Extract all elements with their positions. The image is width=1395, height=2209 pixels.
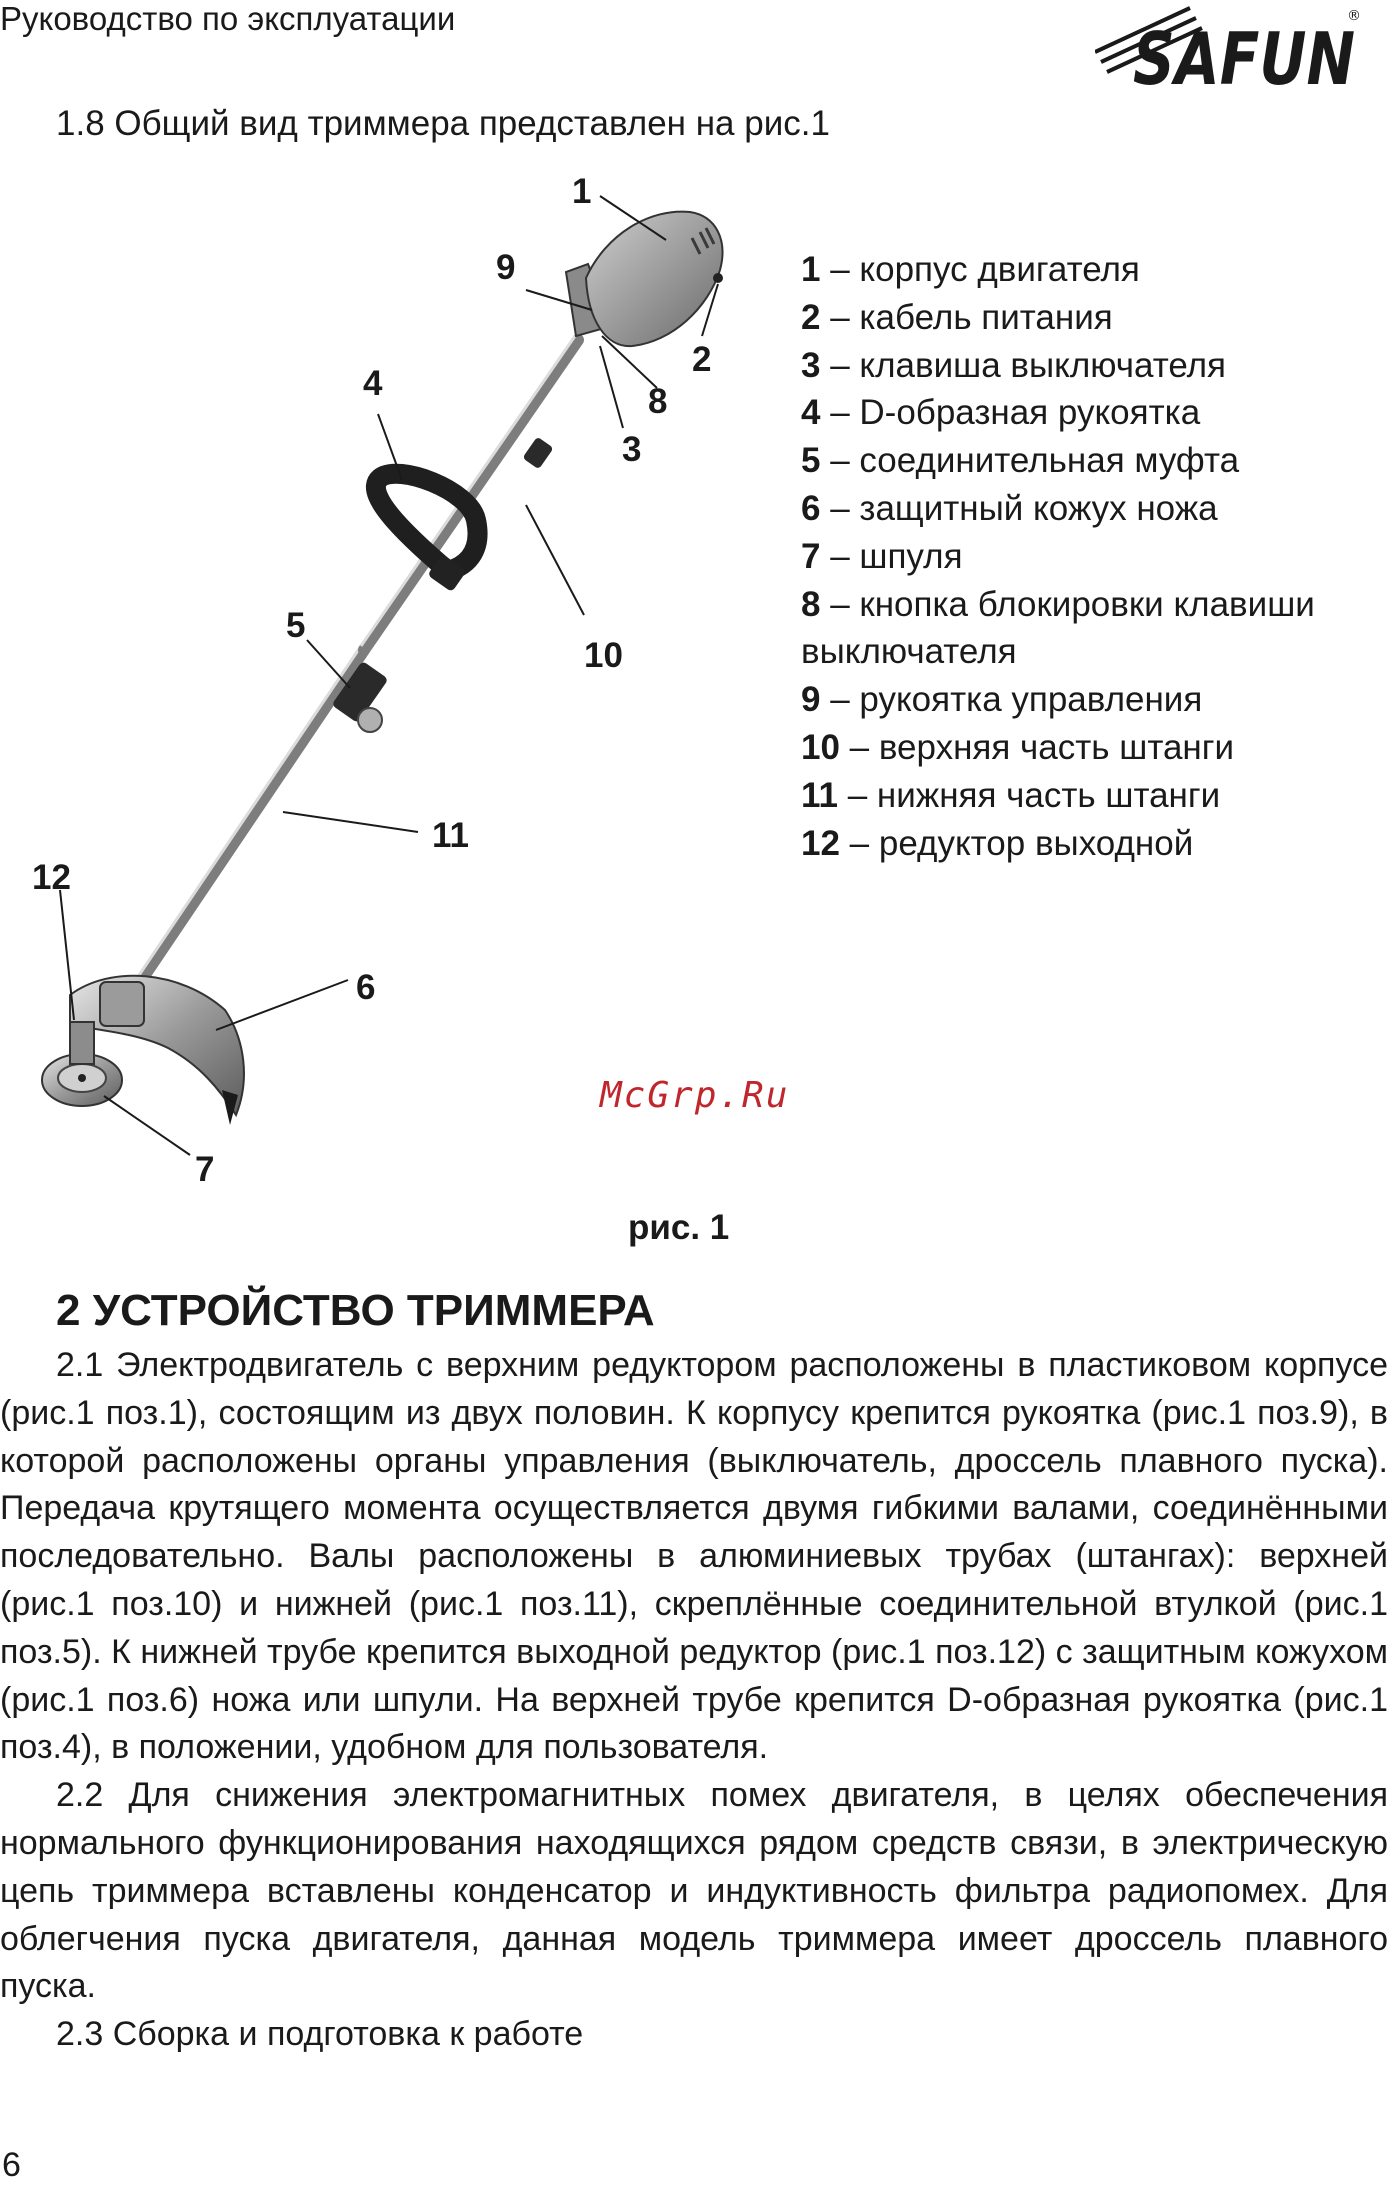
logo-wordmark: SAFUN xyxy=(1133,17,1355,92)
legend-text: – шпуля xyxy=(830,536,963,576)
legend-number: 12 xyxy=(801,823,840,863)
legend-item xyxy=(801,342,1381,390)
legend-text: – кнопка блокировки клавиши xyxy=(830,584,1315,624)
section-heading: 2 УСТРОЙСТВО ТРИММЕРА xyxy=(56,1286,655,1335)
spool-center xyxy=(78,1074,86,1082)
callout-4: 4 xyxy=(363,364,383,403)
legend-text: – D-образная рукоятка xyxy=(830,393,1201,433)
legend-item xyxy=(801,246,1381,294)
legend-text: – верхняя часть штанги xyxy=(849,727,1235,767)
spool-shaft xyxy=(70,1022,94,1064)
callout-12: 12 xyxy=(32,858,71,897)
lower-shaft xyxy=(128,650,364,1000)
gear-head xyxy=(100,982,144,1026)
legend-number: 8 xyxy=(801,584,821,624)
legend-item xyxy=(801,724,1381,772)
legend-number: 6 xyxy=(801,488,821,528)
callout-3: 3 xyxy=(622,430,642,469)
legend-text: – соединительная муфта xyxy=(830,441,1240,481)
legend-item xyxy=(801,294,1381,342)
callout-9: 9 xyxy=(496,248,516,287)
legend-number: 4 xyxy=(801,393,821,433)
coupling-knob xyxy=(358,708,382,732)
legend-item xyxy=(801,676,1381,724)
legend-item xyxy=(801,389,1381,437)
legend-item xyxy=(801,581,1381,677)
trimmer-drawing xyxy=(0,160,800,1200)
watermark: McGrp.Ru xyxy=(600,1075,790,1116)
legend-item xyxy=(801,533,1381,581)
paragraph-2-1: 2.1 Электродвигатель с верхним редуктором расположены в пластиковом корпусе (рис.1 поз.1), состоящим из двух половин. К корпусу крепится рукоятка (рис.1 поз.9), в которой расположены органы управления (выключатель, дроссель плавного пуска). Передача крутящего момента осуществляется двумя гибкими валами, соединёнными последовательно. Валы расположены в алюминиевых трубах (штангах): верхней (рис.1 поз.10) и нижней (рис.1 поз.11), скреплённые соединительной втулкой (рис.1 поз.5). К нижней трубе крепится выходной редуктор (рис.1 поз.12) с защитным кожухом (рис.1 поз.6) ножа или шпули. На верхней трубе крепится D-образная рукоятка (рис.1 поз.4), в положении, удобном для пользователя. xyxy=(0,1346,1388,1767)
legend-item xyxy=(801,772,1381,820)
legend-item xyxy=(801,820,1381,868)
callout-11: 11 xyxy=(432,816,469,855)
legend-text: – нижняя часть штанги xyxy=(847,775,1221,815)
d-handle xyxy=(376,474,478,571)
legend-item xyxy=(801,437,1381,485)
paragraph-2-2: 2.2 Для снижения электромагнитных помех двигателя, в целях обеспечения нормального функционирования находящихся рядом средств связи, в электрическую цепь триммера вставлены конденсатор и индуктивность фильтра радиопомех. Для облегчения пуска двигателя, данная модель триммера имеет дроссель плавного пуска. xyxy=(0,1776,1388,2006)
callout-8: 8 xyxy=(648,382,668,421)
figure-caption: рис. 1 xyxy=(628,1208,730,1247)
callout-1: 1 xyxy=(572,172,592,211)
lower-shaft-highlight xyxy=(125,646,361,996)
legend-text: – рукоятка управления xyxy=(830,680,1203,720)
subsection-2-3: 2.3 Сборка и подготовка к работе xyxy=(56,2015,584,2054)
legend-text: – корпус двигателя xyxy=(830,250,1140,289)
upper-clamp xyxy=(522,437,553,470)
legend-item xyxy=(801,485,1381,533)
legend-text-continued: выключателя xyxy=(801,632,1017,672)
legend-number: 10 xyxy=(801,727,840,767)
legend-text: – защитный кожух ножа xyxy=(830,488,1218,528)
legend-text: – клавиша выключателя xyxy=(830,345,1227,385)
page-number: 6 xyxy=(2,2146,21,2184)
callout-2: 2 xyxy=(692,340,712,379)
callout-7: 7 xyxy=(195,1150,215,1189)
callout-6: 6 xyxy=(356,968,376,1007)
legend-number: 2 xyxy=(801,297,821,337)
legend-number: 9 xyxy=(801,680,821,720)
trimmer-figure xyxy=(0,160,800,1200)
safun-logo xyxy=(1095,2,1365,92)
power-cable-entry xyxy=(713,273,723,283)
legend-number: 11 xyxy=(801,775,838,815)
callout-10: 10 xyxy=(584,636,623,675)
upper-shaft-highlight xyxy=(361,336,575,646)
legend-number: 3 xyxy=(801,345,821,385)
figure-legend xyxy=(801,246,1381,867)
legend-text: – редуктор выходной xyxy=(849,823,1194,863)
header-title: Руководство по эксплуатации xyxy=(0,0,456,37)
section-body xyxy=(0,1342,1388,2059)
legend-number: 7 xyxy=(801,536,821,576)
legend-text: – кабель питания xyxy=(830,297,1113,337)
legend-number: 1 xyxy=(801,250,821,289)
callout-5: 5 xyxy=(286,606,306,645)
legend-number: 5 xyxy=(801,441,821,481)
logo-registered-mark: ® xyxy=(1347,8,1361,24)
intro-text: 1.8 Общий вид триммера представлен на рис.1 xyxy=(56,104,830,143)
